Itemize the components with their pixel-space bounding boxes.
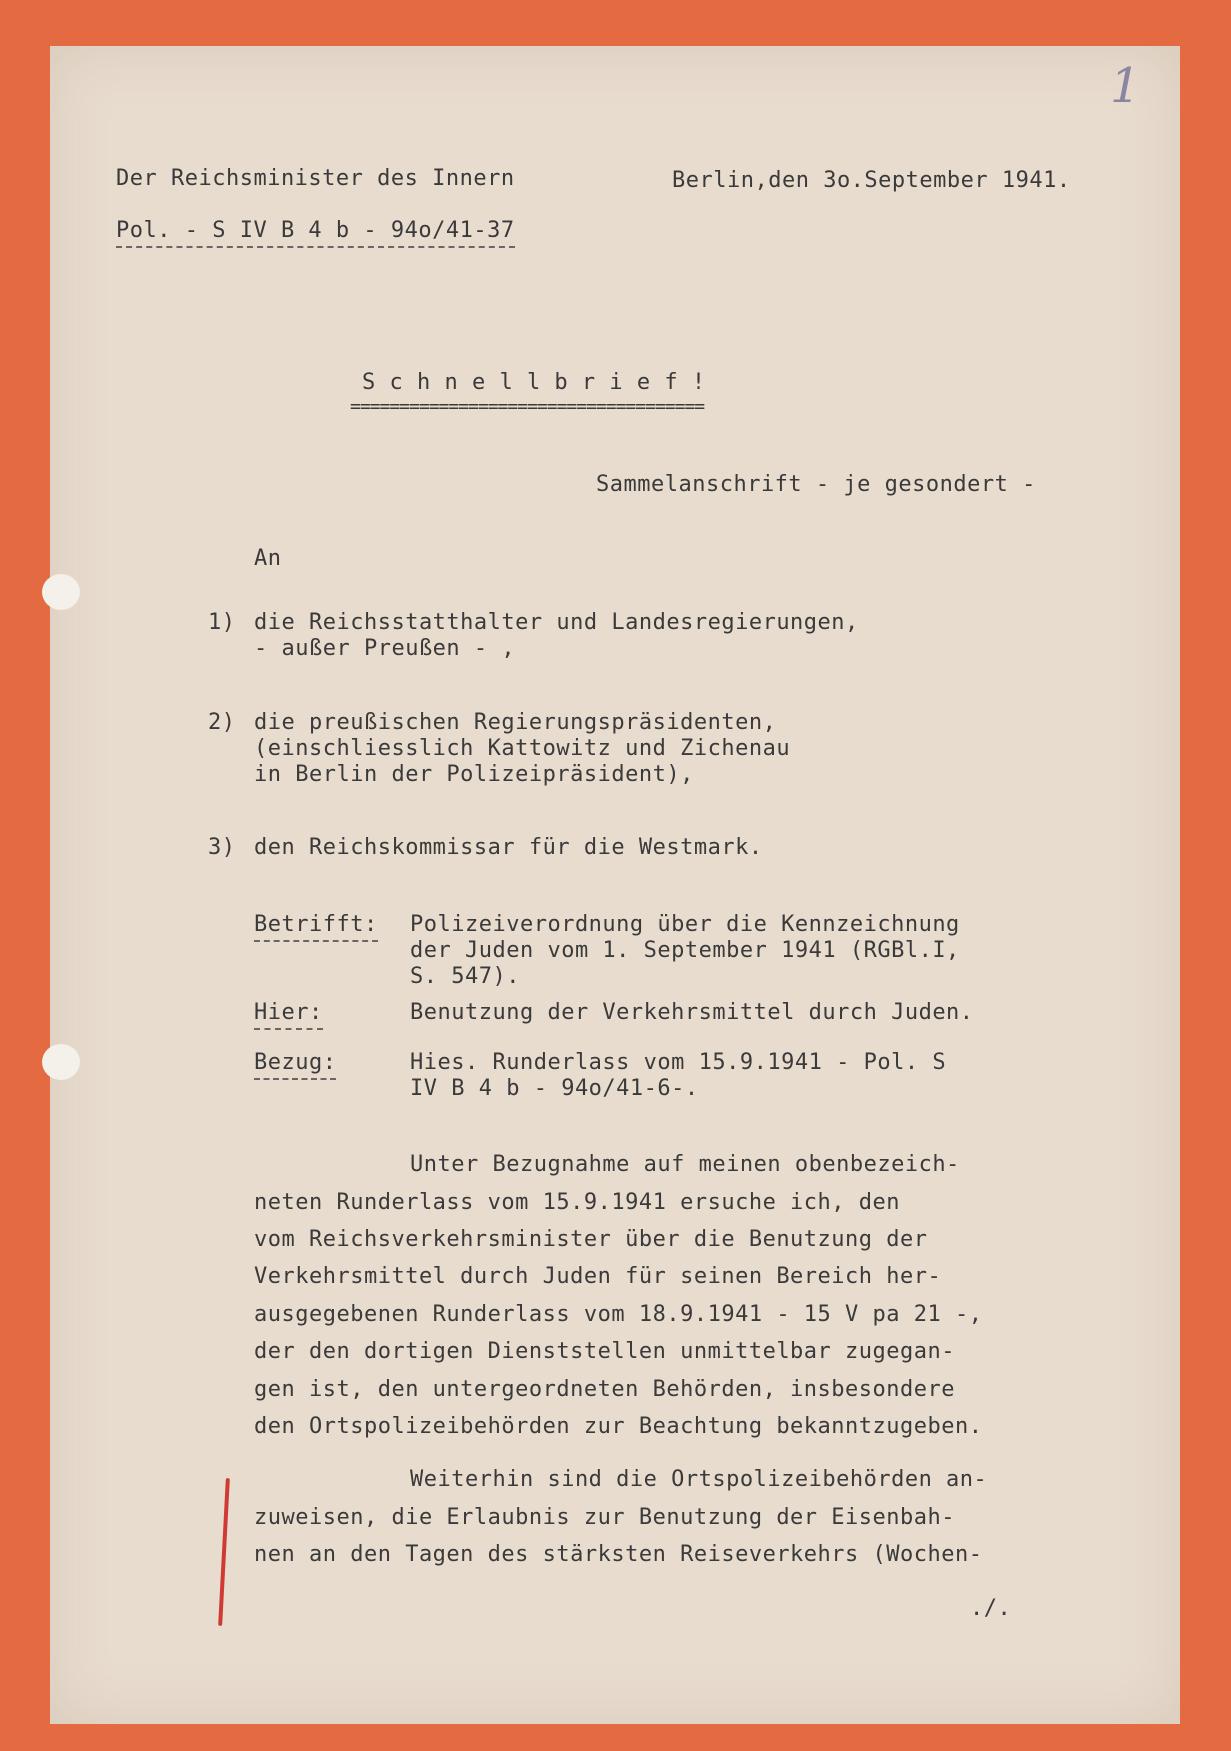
reference-number: Pol. - S IV B 4 b - 94o/41-37 <box>116 218 515 248</box>
title-rule: ==================================== <box>350 396 705 417</box>
recipient-line: die Reichsstatthalter und Landesregierungen, <box>254 610 859 635</box>
punch-hole-bottom <box>42 1044 80 1080</box>
recipient-line: die preußischen Regierungspräsidenten, <box>254 710 777 735</box>
punch-hole-top <box>42 574 80 610</box>
betrifft-label: Betrifft: <box>254 912 378 942</box>
body-line: den Ortspolizeibehörden zur Beachtung bekanntzugeben. <box>254 1414 983 1439</box>
document-title: S c h n e l l b r i e f ! <box>362 370 706 395</box>
betrifft-line: der Juden vom 1. September 1941 (RGBl.I, <box>410 938 960 963</box>
recipient-number: 3) <box>208 835 236 860</box>
body-line: neten Runderlass vom 15.9.1941 ersuche ich, den <box>254 1190 901 1215</box>
bezug-line: IV B 4 b - 94o/41-6-. <box>410 1076 699 1101</box>
recipient-number: 2) <box>208 710 236 735</box>
hier-text: Benutzung der Verkehrsmittel durch Juden. <box>410 1000 974 1025</box>
body-line: ausgegebenen Runderlass vom 18.9.1941 - 15 V pa 21 -, <box>254 1302 983 1327</box>
continuation-mark: ./. <box>970 1596 1012 1621</box>
recipient-line: den Reichskommissar für die Westmark. <box>254 835 763 860</box>
body-line: nen an den Tagen des stärksten Reiseverkehrs (Wochen- <box>254 1542 983 1567</box>
bezug-label: Bezug: <box>254 1050 336 1080</box>
page-number: 1 <box>1110 58 1141 114</box>
body-line: gen ist, den untergeordneten Behörden, insbesondere <box>254 1377 956 1402</box>
body-line: der den dortigen Dienststellen unmittelbar zugegan- <box>254 1339 956 1364</box>
hier-label: Hier: <box>254 1000 323 1030</box>
sammelanschrift: Sammelanschrift - je gesondert - <box>596 472 1036 497</box>
date: Berlin,den 3o.September 1941. <box>672 168 1071 193</box>
an-label: An <box>254 546 282 571</box>
recipient-line: in Berlin der Polizeipräsident), <box>254 762 694 787</box>
body-line: Weiterhin sind die Ortspolizeibehörden an- <box>410 1467 988 1492</box>
recipient-line: - außer Preußen - , <box>254 636 516 661</box>
betrifft-line: Polizeiverordnung über die Kennzeichnung <box>410 912 960 937</box>
betrifft-line: S. 547). <box>410 964 520 989</box>
body-line: Unter Bezugnahme auf meinen obenbezeich- <box>410 1152 960 1177</box>
sender: Der Reichsminister des Innern <box>116 166 515 191</box>
body-line: vom Reichsverkehrsminister über die Benutzung der <box>254 1227 928 1252</box>
recipient-line: (einschliesslich Kattowitz und Zichenau <box>254 736 791 761</box>
body-line: zuweisen, die Erlaubnis zur Benutzung der Eisenbah- <box>254 1505 956 1530</box>
bezug-line: Hies. Runderlass vom 15.9.1941 - Pol. S <box>410 1050 947 1075</box>
body-line: Verkehrsmittel durch Juden für seinen Bereich her- <box>254 1264 942 1289</box>
recipient-number: 1) <box>208 610 236 635</box>
